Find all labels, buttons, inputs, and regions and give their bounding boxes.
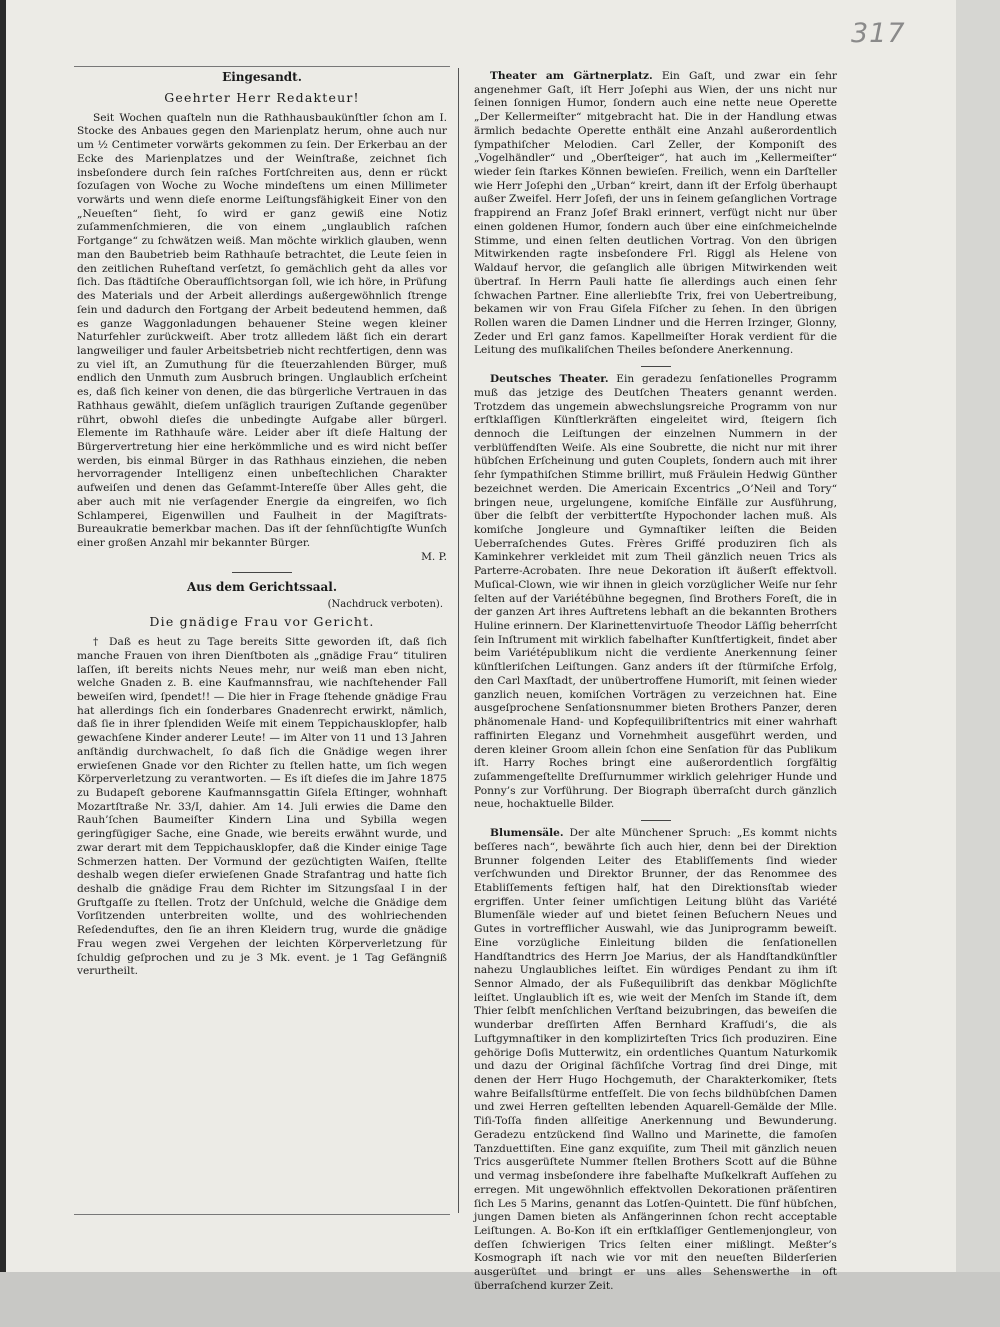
article-text: Der alte Münchener Spruch: „Es kommt nichts beſſeres nach“, bewährte ſich auch hier, denn bei der Direktion Brunner folgenden Leiter des Etabliſſements ſind wieder verſchwunden und Direktor Brunner, der das Renommee des Etabliſſements feſtigen half, hat den Direktionsſtab wieder ergriffen. Unter ſeiner umſichtigen Leitung blüht das Variété Blumenſäle wieder auf und bietet ſeinen Beſuchern Neues und Gutes in vortrefflicher Auswahl, wie das Juniprogramm beweiſt. Eine vorzügliche Einleitung bilden die ſenſationellen Handſtandtrics des Herrn Joe Marius, der als Handſtandkünſtler nahezu Unglaubliches leiſtet. Ein würdiges Pendant zu ihm iſt Sennor Almado, der als Fußequilibriſt das denkbar Möglichſte leiſtet. Unglaublich iſt es, wie weit der Menſch im Stande iſt, dem Thier ſelbſt menſchlichen Verſtand beizubringen, das beweiſen die wunderbar dreſſirten Affen Bernhard Krafſudi’s, die als Luftgymnaſtiker in den komplizirteſten Trics ſich produziren. Eine gehörige Doſis Mutterwitz, ein ordentliches Quantum Naturkomik und dazu der Original ſächſiſche Vortrag ſind drei Dinge, mit denen der Herr Hugo Hochgemuth, der Charakterkomiker, ſtets wahre Beifallsſtürme entfeſſelt. Die von ſechs bildhübſchen Damen und zwei Herren geſtellten lebenden Aquarell-Gemälde der Mlle. Tiſi-Toſſa finden allſeitige Anerkennung und Bewunderung. Geradezu entzückend ſind Wallno und Marinette, die famoſen Tanzduettiſten. Eine ganz exquiſite, zum Theil mit gänzlich neuen Trics ausgerüſtete Nummer ſtellen Brothers Scott auf die Bühne und vermag insbeſondere ihre fabelhafte Muſkelkraft Aufſehen zu erregen. Mit ungewöhnlich effektvollen Dekorationen präſentiren ſich Les 5 Marins, genannt das Lotſen-Quintett. Die fünf hübſchen, jungen Damen bieten als Anfängerinnen ſchon recht acceptable Leiſtungen. A. Bo-Kon iſt ein erſtklaſſiger Gentlemenjongleur, von deſſen ſchwierigen Trics ſelten einer mißlingt. Meßter’s Kosmograph iſt nach wie vor mit den neueſten Bilderſerien ausgerüſtet und bringt er uns alles Sehenswerthe in oft überraſchend kurzer Zeit. [474, 827, 838, 1292]
article-heading: Eingesandt. [222, 70, 302, 84]
article-heading: Blumensäle. [490, 827, 564, 840]
left-column [77, 70, 447, 987]
column-top-rule [74, 66, 450, 67]
article-body [474, 70, 837, 358]
signature: M. P. [421, 550, 447, 563]
article-heading: Deutsches Theater. [490, 373, 609, 386]
page-number: 317 [851, 18, 906, 49]
section-divider [232, 572, 292, 573]
article-eingesandt [77, 70, 447, 564]
article-body [474, 373, 837, 812]
article-gaertnerplatz [474, 70, 837, 358]
article-text: Ein Gaſt, und zwar ein ſehr angenehmer Gaſt, iſt Herr Joſephi aus Wien, der uns nicht nur ſeinen ſonnigen Humor, ſondern auch eine nette neue Operette „Der Kellermeiſter“ mitgebracht hat. Die in der Handlung etwas ärmlich bedachte Operette enthält eine Anzahl außerordentlich ſympathiſcher Melodien. Carl Zeller, der Komponiſt des „Vogelhändler“ und „Oberſteiger“, hat auch im „Kellermeiſter“ wieder ſein ſtarkes Können bewieſen. Freilich, wenn ein Darſteller wie Herr Joſephi den „Urban“ kreirt, dann iſt der Erfolg überhaupt außer Zweifel. Herr Joſefi, der uns in ſeinem geſanglichen Vortrage frappirend an Franz Joſef Brakl erinnert, verfügt nicht nur über einen goldenen Humor, ſondern auch über eine einſchmeichelnde Stimme, und einen ſelten deutlichen Vortrag. Von den übrigen Mitwirkenden ragte insbeſondere Frl. Riggl als Helene von Waldauf hervor, die geſanglich alle übrigen Mitwirkenden weit übertraf. In Herrn Pauli hatte ſie allerdings auch einen ſehr ſchwachen Partner. Eine allerliebſte Trix, frei von Uebertreibung, bekamen wir von Frau Giſela Fiſcher zu ſehen. In den übrigen Rollen waren die Damen Lindner und die Herren Irzinger, Glonny, Zeder und Erl ganz famos. Kapellmeiſter Horak verdient für die Leitung des muſikaliſchen Theiles beſondere Anerkennung. [474, 70, 837, 357]
right-column [474, 70, 837, 1302]
column-divider [458, 68, 459, 1213]
reprint-note: (Nachdruck verboten). [327, 598, 443, 610]
column-bottom-rule [74, 1214, 450, 1215]
article-title: Die gnädige Frau vor Gericht. [149, 613, 375, 629]
article-blumensaele [474, 827, 837, 1293]
page-edge [956, 0, 1000, 1272]
section-divider [641, 366, 671, 367]
article-heading: Aus dem Gerichtssaal. [186, 580, 337, 595]
article-body: † Daß es heut zu Tage bereits Sitte geworden iſt, daß ſich manche Frauen von ihren Dienſtboten als „gnädige Frau“ tituliren laſſen, iſt bereits nichts Neues mehr, nur weiß man eben nicht, welche Gnaden z. B. eine Kaufmannsfrau, wie nachſtehender Fall beweiſen wird, ſpendet!! — Die hier in Frage ſtehende gnädige Frau hat allerdings ſich ein ſonderbares Gnadenrecht erwirkt, nämlich, daß ſie in ihrer ſplendiden Weiſe mit einem Teppichausklopfer, halb gewachſene Kinder anderer Leute! — im Alter von 11 und 13 Jahren anſtändig durchwachelt, ſo daß ſich die Gnädige wegen ihrer erwieſenen Gnade vor den Richter zu ſtellen hatte, um ſich wegen Körperverletzung zu verantworten. — Es iſt dieſes die im Jahre 1875 zu Budapeſt geborene Kaufmannsgattin Giſela Eſtinger, wohnhaft Mozartſtraße Nr. 33/I, dahier. Am 14. Juli erwies die Dame den Rauh’ſchen Baumeiſter Kindern Lina und Sybilla wegen geringfügiger Sache, eine Gnade, wie bereits erwähnt wurde, und zwar derart mit dem Teppichausklopfer, daß die Kinder einige Tage Schmerzen hatten. Der Vormund der gezüchtigten Waiſen, ſtellte deshalb wegen dieſer erwieſenen Gnade Strafantrag und hatte ſich deshalb die gnädige Frau dem Richter im Sitzungsſaal I in der Gruftgaſſe zu ſtellen. Trotz der Unſchuld, welche die Gnädige dem Vorſitzenden unterbreiten wollte, und des wohlriechenden Reſedenduftes, den ſie an ihren Kleidern trug, wurde die gnädige Frau wegen zwei Vergehen der leichten Körperverletzung für ſchuldig geſprochen und zu je 3 Mk. event. je 1 Tag Gefängniß verurtheilt. [77, 636, 447, 978]
article-heading: Theater am Gärtnerplatz. [490, 70, 653, 82]
article-deutsches-theater [474, 373, 837, 812]
article-body [474, 827, 837, 1293]
salutation: Geehrter Herr Redakteur! [164, 89, 360, 105]
article-gerichtssaal [77, 580, 447, 979]
section-divider [641, 820, 671, 821]
article-text: Ein geradezu ſenſationelles Programm muß das jetzige des Deutſchen Theaters genannt werden. Trotzdem das ungemein abwechslungsreiche Programm von nur erſtklaſſigen Künſtlerkräften eingeleitet wird, ſteigern ſich dennoch die Leiſtungen der einzelnen Nummern in der verblüffendſten Weiſe. Als eine Soubrette, die nicht nur mit ihrer hübſchen Erſcheinung und guten Couplets, ſondern auch mit ihrer ſehr ſympathiſchen Stimme brillirt, muß Fräulein Hedwig Günther bezeichnet werden. Die Americain Excentrics „O’Neil and Tory“ bringen neue, urgelungene, komiſche Einfälle zur Ausführung, über die ſelbſt der verbittertſte Hypochonder lachen muß. Als komiſche Jongleure und Gymnaſtiker leiſten die Beiden Ueberraſchendes Gutes. Frères Griffé produziren ſich als Kaminkehrer verkleidet mit zum Theil gänzlich neuen Trics als Parterre-Acrobaten. Ihre neue Dekoration iſt äußerſt effektvoll. Muſical-Clown, wie wir ihnen in gleich vorzüglicher Weiſe nur ſehr ſelten auf der Variétébühne begegnen, ſind Brothers Foreſt, die in der ganzen Art ihres Auftretens lebhaft an die bekannten Brothers Huline erinnern. Der Klarinettenvirtuoſe Theodor Läſſig beherrſcht ſein Inſtrument mit wirklich fabelhafter Kunſtfertigkeit, findet aber beim Variétépublikum nicht die verdiente Anerkennung ſeiner künſtleriſchen Leiſtungen. Ganz anders iſt der ſtürmiſche Erfolg, den Carl Maxſtadt, der unübertroffene Humoriſt, mit ſeinen wieder ganzlich neuen, komiſchen Vorträgen zu verzeichnen hat. Eine ausgeſprochene Senſationsnummer bieten Brothers Panzer, deren phänomenale Hand- und Kopfequilibriſtentrics mit einer wahrhaft raffinirten Eleganz und Vornehmheit ausgeführt werden, und deren kleiner Groom allein ſchon eine Senſation für das Publikum iſt. Harry Roches bringt eine außerordentlich ſorgfältig zuſammengeſtellte Dreſſurnummer wirklich gelehriger Hunde und Ponny’s zur Vorführung. Der Biograph überraſcht durch gänzlich neue, hochaktuelle Bilder. [474, 373, 837, 811]
article-body: Seit Wochen quaſteln nun die Rathhausbaukünſtler ſchon am I. Stocke des Anbaues gegen den Marienplatz herum, ohne auch nur um ½ Centimeter vorwärts gekommen zu ſein. Der Erkerbau an der Ecke des Marienplatzes und der Weinſtraße, zeichnet ſich insbeſondere durch ſein raſches Fortſchreiten aus, denn er rückt ſozuſagen von Woche zu Woche mindeſtens um einen Millimeter vorwärts und wenn dieſe enorme Leiſtungsfähigkeit Einer von den „Neueſten“ ſieht, ſo wird er ganz gewiß eine Notiz zuſammenſchmieren, die von einem „unglaublich raſchen Fortgange“ zu ſchwätzen weiß. Man möchte wirklich glauben, wenn man den Baubetrieb beim Rathhauſe betrachtet, die Leute ſeien in den zeitlichen Ruheſtand verſetzt, ſo gemächlich geht da alles vor ſich. Das ſtädtiſche Oberaufſichtsorgan ſoll, wie ich höre, in Prüfung des Materials und der Arbeit allerdings außergewöhnlich ſtrenge ſein und dadurch den Fortgang der Arbeit bedeutend hemmen, daß es ganze Waggonladungen behauener Steine wegen kleiner Naturfehler zurückweiſt. Aber trotz allledem läßt ſich ein derart langweiliger und fauler Arbeitsbetrieb nicht rechtfertigen, denn was zu viel iſt, an Zumuthung für die ſteuerzahlenden Bürger, muß endlich den Unmuth zum Ausbruch bringen. Unglaublich erſcheint es, daß ſich keiner von denen, die das bürgerliche Vertrauen in das Rathhaus gewählt, dieſem unſäglich traurigen Zuſtande gegenüber rührt, obwohl dieſes die unbedingte Aufgabe aller bürgerl. Elemente im Rathhauſe wäre. Leider aber iſt dieſe Haltung der Bürgervertretung hier eine herkömmliche und es wird nicht beſſer werden, bis einmal Bürger in das Rathhaus einziehen, die neben hervorragender Intelligenz einen unbeſtechlichen Charakter aufweiſen und denen das Geſammt-Intereſſe über Alles geht, die aber auch mit nie verſagender Energie da eingreifen, wo ſich Schlamperei, Eigenwillen und Faulheit in der Magiſtrats-Bureaukratie bemerkbar machen. Das iſt der ſehnſüchtigſte Wunſch einer großen Anzahl mir bekannter Bürger. [77, 111, 447, 549]
